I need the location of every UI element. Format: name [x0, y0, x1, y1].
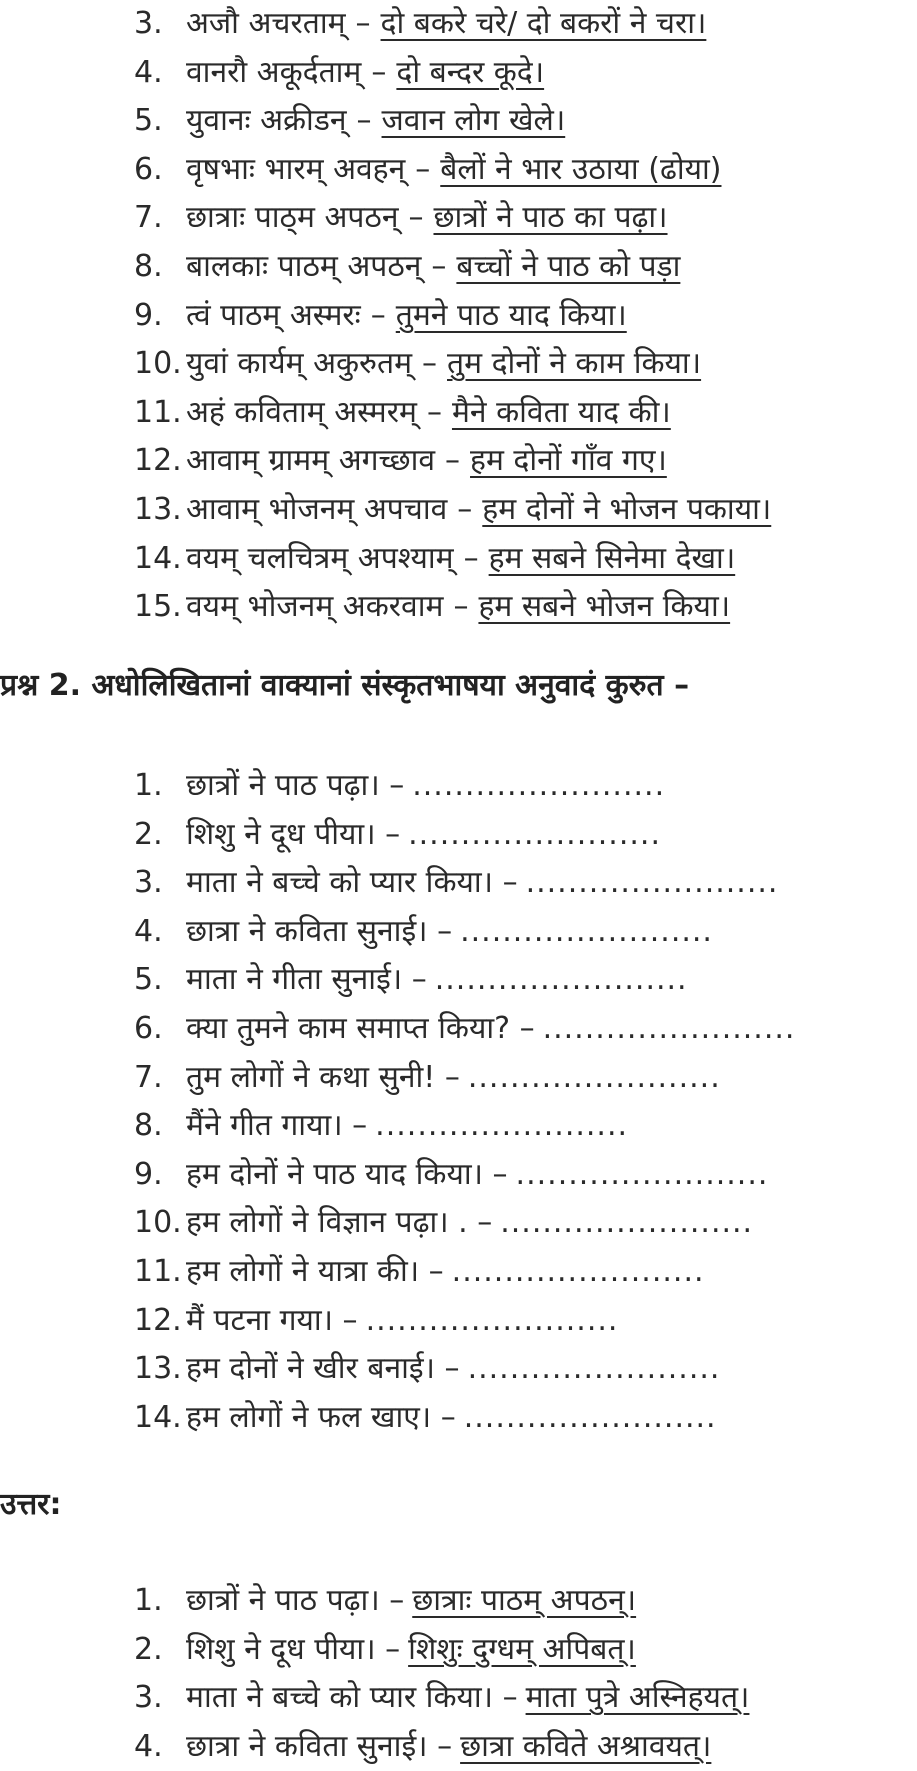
item-number: 10. — [134, 1205, 182, 1241]
list-item — [134, 389, 917, 438]
item-number: 14. — [134, 540, 182, 576]
source-sentence: छात्राः पाठ्म अपठन् — [186, 200, 399, 236]
dash: – — [457, 491, 473, 527]
translation-list-sanskrit-hindi — [134, 0, 917, 632]
source-sentence: शिशु ने दूध पीया। – — [186, 1631, 401, 1667]
list-item — [134, 811, 917, 860]
answer-blank: ........................ — [525, 865, 779, 901]
item-number: 5. — [134, 103, 163, 139]
answer-blank: ........................ — [467, 1059, 721, 1095]
list-item — [134, 1577, 917, 1626]
source-sentence: शिशु ने दूध पीया। – — [186, 816, 401, 852]
answer-blank: ........................ — [460, 913, 713, 949]
source-sentence: अजौ अचरताम् — [186, 6, 346, 41]
answer-text: शिशुः दुग्धम् अपिबत्। — [408, 1631, 636, 1667]
list-item — [134, 194, 917, 243]
item-number: 1. — [134, 768, 163, 803]
item-number: 1. — [134, 1583, 163, 1618]
item-number: 8. — [134, 248, 163, 284]
source-sentence: बालकाः पाठम् अपठन् — [186, 248, 422, 284]
answer-text: तुम दोनों ने काम किया। — [447, 346, 702, 382]
list-item — [134, 1199, 917, 1248]
source-sentence: वयम् चलचित्रम् अपश्याम् — [186, 540, 454, 576]
question-2-heading: प्रश्न 2. अधोलिखितानां वाक्यानां संस्कृतभाषया अनुवादं कुरुत – — [0, 668, 690, 703]
answer-blank: ........................ — [365, 1302, 619, 1338]
source-sentence: तुम लोगों ने कथा सुनी! – — [186, 1059, 460, 1095]
list-item — [134, 49, 917, 98]
item-number: 3. — [134, 1680, 163, 1716]
list-item — [134, 292, 917, 341]
item-number: 7. — [134, 200, 163, 236]
source-sentence: हम दोनों ने खीर बनाई। – — [186, 1351, 460, 1387]
list-item — [134, 0, 917, 49]
item-number: 13. — [134, 491, 182, 527]
answer-text: हम दोनों ने भोजन पकाया। — [482, 491, 772, 527]
list-item — [134, 1297, 917, 1346]
list-item — [134, 583, 917, 632]
source-sentence: मैं पटना गया। – — [186, 1302, 358, 1338]
list-item — [134, 437, 917, 486]
item-number: 4. — [134, 54, 163, 90]
list-item — [134, 1674, 917, 1723]
list-item — [134, 1151, 917, 1200]
source-sentence: हम लोगों ने फल खाए। – — [186, 1399, 456, 1435]
item-number: 15. — [134, 589, 182, 625]
dash: – — [431, 248, 447, 284]
item-number: 6. — [134, 1010, 163, 1046]
answer-text: माता पुत्रे अस्निहयत्। — [525, 1680, 750, 1716]
list-item — [134, 908, 917, 957]
source-sentence: वृषभाः भारम् अवहन् — [186, 151, 406, 187]
item-number: 11. — [134, 394, 182, 430]
dash: – — [355, 6, 371, 41]
source-sentence: त्वं पाठम् अस्मरः — [186, 297, 361, 333]
source-sentence: छात्रों ने पाठ पढ़ा। – — [186, 768, 405, 803]
source-sentence: हम लोगों ने यात्रा की। – — [186, 1253, 444, 1289]
item-number: 6. — [134, 151, 163, 187]
list-item — [134, 1626, 917, 1675]
list-item — [134, 535, 917, 584]
answer-text: तुमने पाठ याद किया। — [395, 297, 627, 333]
dash: – — [371, 54, 387, 90]
source-sentence: क्या तुमने काम समाप्त किया? – — [186, 1010, 535, 1046]
list-item — [134, 1248, 917, 1297]
dash: – — [445, 443, 461, 479]
answer-blank: ........................ — [467, 1351, 721, 1387]
list-item — [134, 146, 917, 195]
item-number: 14. — [134, 1399, 182, 1435]
item-number: 13. — [134, 1351, 182, 1387]
list-item — [134, 1394, 917, 1443]
source-sentence: वयम् भोजनम् अकरवाम — [186, 589, 444, 625]
source-sentence: युवानः अक्रीडन् — [186, 103, 347, 139]
list-item — [134, 486, 917, 535]
list-item — [134, 97, 917, 146]
item-number: 4. — [134, 1728, 163, 1764]
source-sentence: माता ने बच्चे को प्यार किया। – — [186, 1680, 518, 1716]
dash: – — [422, 346, 438, 382]
item-number: 12. — [134, 1302, 182, 1338]
answer-text: दो बन्दर कूदे। — [396, 54, 545, 90]
item-number: 12. — [134, 443, 182, 479]
item-number: 7. — [134, 1059, 163, 1095]
answer-blank: ........................ — [412, 768, 666, 803]
dash: – — [463, 540, 479, 576]
answer-blank: ........................ — [434, 962, 688, 998]
answer-text: हम सबने सिनेमा देखा। — [488, 540, 736, 576]
answer-text: मैने कविता याद की। — [451, 394, 671, 430]
source-sentence: छात्रा ने कविता सुनाई। – — [186, 913, 453, 949]
list-item — [134, 243, 917, 292]
source-sentence: माता ने गीता सुनाई। – — [186, 962, 427, 998]
item-number: 9. — [134, 1156, 163, 1192]
list-item — [134, 340, 917, 389]
list-item — [134, 762, 917, 811]
source-sentence: छात्रा ने कविता सुनाई। – — [186, 1728, 453, 1764]
answer-text: छात्राः पाठम् अपठन्। — [412, 1583, 637, 1618]
answer-blank: ........................ — [451, 1253, 705, 1289]
item-number: 8. — [134, 1108, 163, 1144]
translation-exercise-list — [134, 762, 917, 1442]
answer-text: बच्चों ने पाठ को पड़ा — [456, 248, 681, 284]
item-number: 9. — [134, 297, 163, 333]
dash: – — [408, 200, 424, 236]
list-item — [134, 1054, 917, 1103]
answer-text: जवान लोग खेले। — [381, 103, 566, 139]
dash: – — [370, 297, 386, 333]
answer-blank: ........................ — [500, 1205, 754, 1241]
source-sentence: वानरौ अकूर्दताम् — [186, 54, 362, 90]
answer-blank: ........................ — [515, 1156, 769, 1192]
answer-heading: उत्तर: — [0, 1487, 62, 1522]
item-number: 5. — [134, 962, 163, 998]
source-sentence: युवां कार्यम् अकुरुतम् — [186, 346, 413, 382]
list-item — [134, 1102, 917, 1151]
dash: – — [415, 151, 431, 187]
source-sentence: अहं कविताम् अस्मरम् — [186, 394, 417, 430]
item-number: 4. — [134, 913, 163, 949]
dash: – — [356, 103, 372, 139]
item-number: 10. — [134, 346, 182, 382]
item-number: 2. — [134, 1631, 163, 1667]
item-number: 3. — [134, 865, 163, 901]
source-sentence: हम लोगों ने विज्ञान पढ़ा। . – — [186, 1205, 493, 1241]
answer-blank: ........................ — [408, 816, 661, 852]
dash: – — [453, 589, 469, 625]
dash: – — [426, 394, 442, 430]
list-item — [134, 859, 917, 908]
answer-text: हम दोनों गाँव गए। — [470, 443, 667, 479]
item-number: 2. — [134, 816, 163, 852]
source-sentence: हम दोनों ने पाठ याद किया। – — [186, 1156, 508, 1192]
list-item — [134, 1723, 917, 1771]
answer-text: छात्रा कविते अश्रावयत्। — [460, 1728, 712, 1764]
list-item — [134, 1345, 917, 1394]
source-sentence: आवाम् भोजनम् अपचाव — [186, 491, 448, 527]
list-item — [134, 1005, 917, 1054]
answer-text: दो बकरे चरे/ दो बकरों ने चरा। — [380, 6, 707, 41]
answer-blank: ........................ — [375, 1108, 629, 1144]
answer-blank: ........................ — [463, 1399, 717, 1435]
item-number: 3. — [134, 6, 163, 41]
source-sentence: आवाम् ग्रामम् अगच्छाव — [186, 443, 436, 479]
answer-list — [134, 1577, 917, 1771]
list-item — [134, 956, 917, 1005]
answer-text: बैलों ने भार उठाया (ढोया) — [440, 151, 722, 187]
answer-text: हम सबने भोजन किया। — [478, 589, 731, 625]
answer-text: छात्रों ने पाठ का पढ़ा। — [433, 200, 668, 236]
source-sentence: मैंने गीत गाया। – — [186, 1108, 368, 1144]
answer-blank: ........................ — [542, 1010, 796, 1046]
source-sentence: छात्रों ने पाठ पढ़ा। – — [186, 1583, 405, 1618]
source-sentence: माता ने बच्चे को प्यार किया। – — [186, 865, 518, 901]
item-number: 11. — [134, 1253, 182, 1289]
